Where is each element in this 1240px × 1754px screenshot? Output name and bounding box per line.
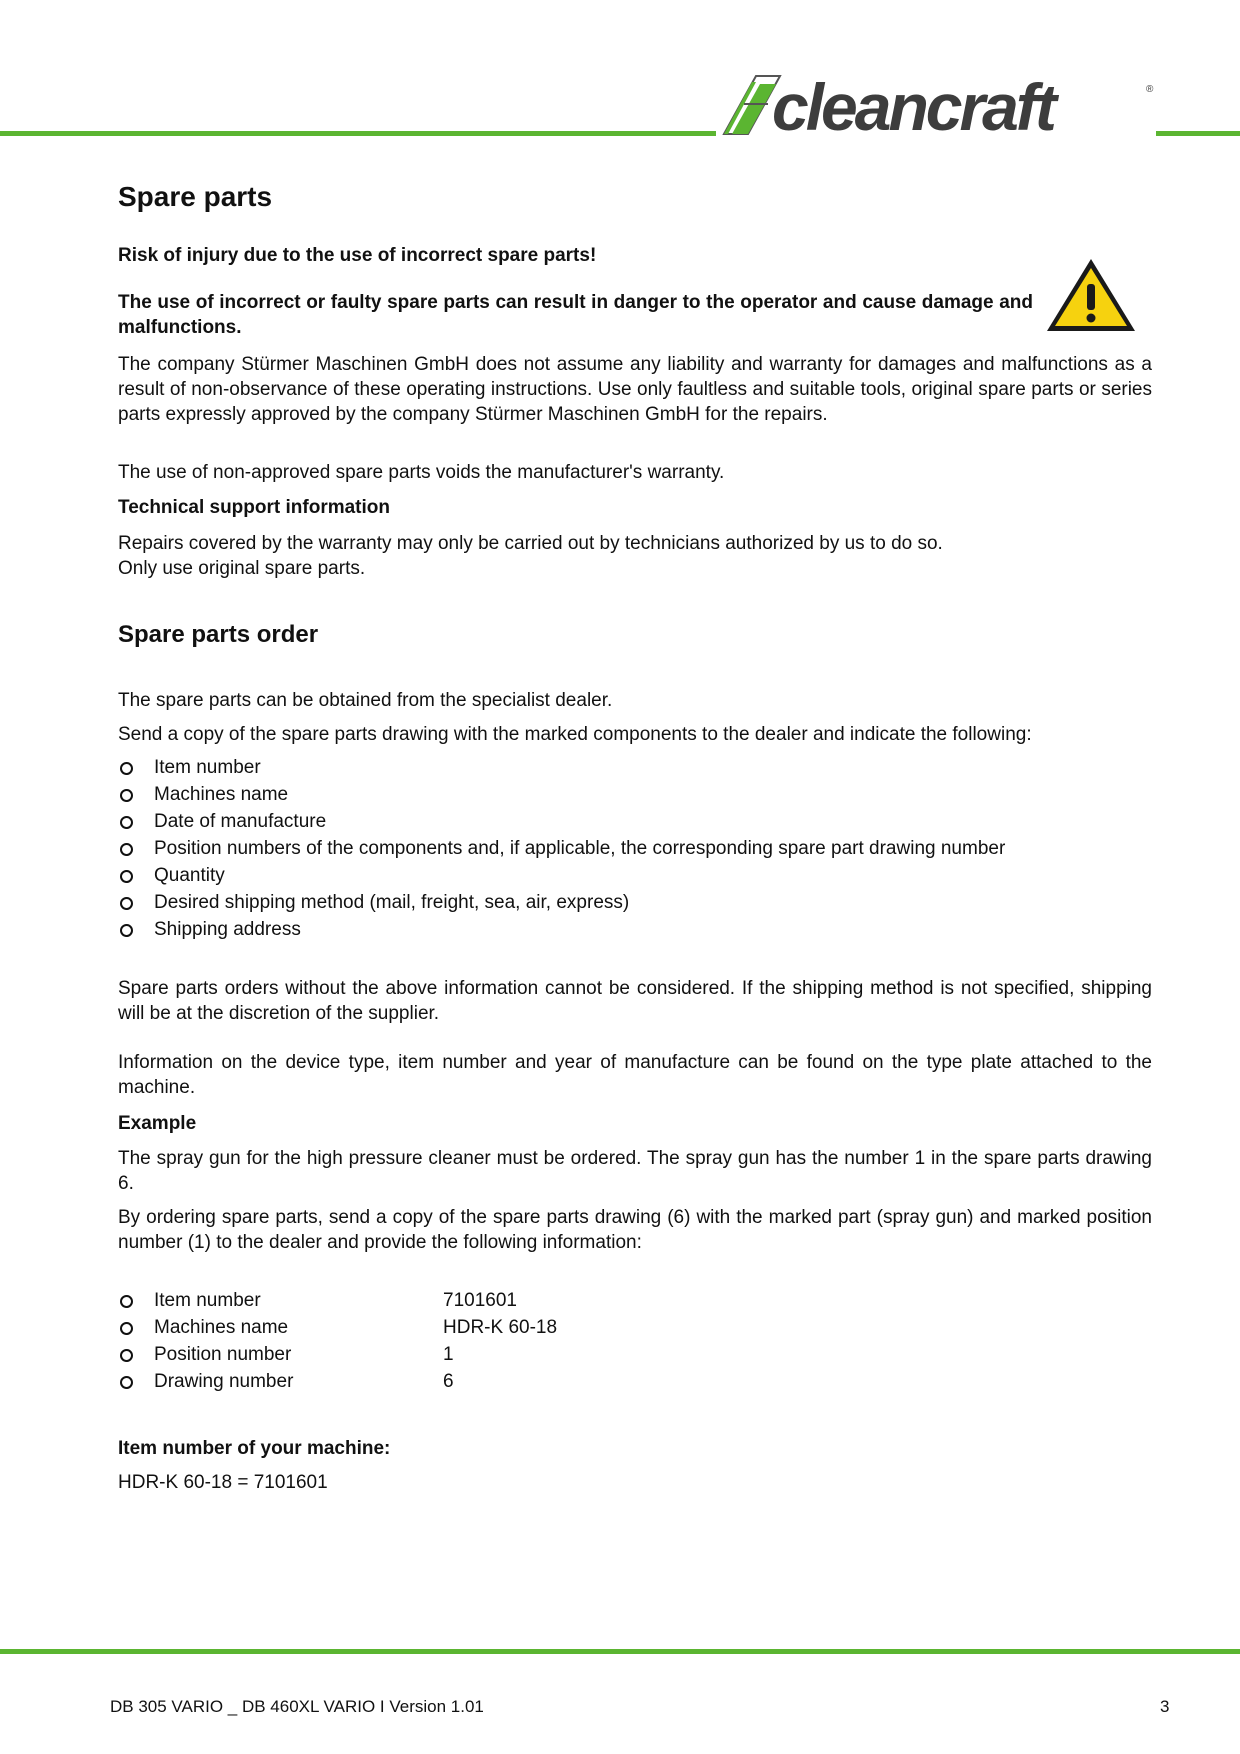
example-heading: Example [118,1113,197,1134]
liability-paragraph: The company Stürmer Maschinen GmbH does not assume any liability and warranty for damages and malfunctions as a result of non-observance of these operating instructions. Use only faultless and suitable tools, original spare parts or series parts expressly approved by the company Stürmer Maschinen GmbH for the repairs. [118,354,1152,425]
circle-bullet-icon [120,816,133,829]
svg-text:cleancraft: cleancraft [772,74,1054,138]
circle-bullet-icon [120,762,133,775]
example-info-list [118,1287,1152,1395]
circle-bullet-icon [120,870,133,883]
list-item: Position numbers of the components and, if applicable, the corresponding spare part drawing number [118,835,1152,862]
circle-bullet-icon [120,1349,133,1362]
circle-bullet-icon [120,924,133,937]
example-paragraph-1: The spray gun for the high pressure cleaner must be ordered. The spray gun has the number 1 in the spare parts drawing 6. [118,1148,1152,1194]
order-note-1: Spare parts orders without the above information cannot be considered. If the shipping method is not specified, shipping will be at the discretion of the supplier. [118,978,1152,1024]
svg-text:®: ® [1146,84,1154,95]
list-item: Date of manufacture [118,808,1152,835]
footer-rule [0,1649,1240,1654]
support-line-1: Repairs covered by the warranty may only be carried out by technicians authorized by us to do so. [118,533,943,554]
section-title-spare-parts: Spare parts [118,181,273,212]
list-item: Machines name HDR-K 60-18 [118,1314,1152,1341]
machine-item-value: HDR-K 60-18 = 7101601 [118,1472,328,1493]
support-line-2: Only use original spare parts. [118,558,366,579]
circle-bullet-icon [120,1376,133,1389]
list-item: Machines name [118,781,1152,808]
order-info-list [118,754,1152,943]
list-item: Item number 7101601 [118,1287,1152,1314]
order-note-2: Information on the device type, item number and year of manufacture can be found on the type plate attached to the machine. [118,1052,1152,1098]
list-item: Desired shipping method (mail, freight, sea, air, express) [118,889,1152,916]
cleancraft-logo [716,74,1158,138]
list-item: Item number [118,754,1152,781]
order-intro-2: Send a copy of the spare parts drawing with the marked components to the dealer and indicate the following: [118,724,1032,745]
warning-triangle-icon [1044,256,1138,334]
circle-bullet-icon [120,897,133,910]
example-paragraph-2: By ordering spare parts, send a copy of the spare parts drawing (6) with the marked part (spray gun) and marked position number (1) to the dealer and provide the following information: [118,1207,1152,1253]
machine-item-heading: Item number of your machine: [118,1438,391,1459]
list-item: Position number 1 [118,1341,1152,1368]
list-item: Quantity [118,862,1152,889]
circle-bullet-icon [120,789,133,802]
header-rule-left [0,131,716,136]
list-item: Shipping address [118,916,1152,943]
warranty-void-paragraph: The use of non-approved spare parts voids the manufacturer's warranty. [118,462,725,483]
circle-bullet-icon [120,1295,133,1308]
warning-heading: Risk of injury due to the use of incorrect spare parts! [118,245,597,266]
header-rule-right [1156,131,1240,136]
warning-text: The use of incorrect or faulty spare parts can result in danger to the operator and cause damage and malfunctions. [118,292,1033,338]
section-title-spare-parts-order: Spare parts order [118,621,319,648]
circle-bullet-icon [120,843,133,856]
footer-doc-title: DB 305 VARIO _ DB 460XL VARIO I Version 1.01 [110,1697,484,1716]
page-number: 3 [1160,1697,1170,1716]
list-item: Drawing number 6 [118,1368,1152,1395]
support-heading: Technical support information [118,497,390,518]
circle-bullet-icon [120,1322,133,1335]
order-intro-1: The spare parts can be obtained from the specialist dealer. [118,690,613,711]
